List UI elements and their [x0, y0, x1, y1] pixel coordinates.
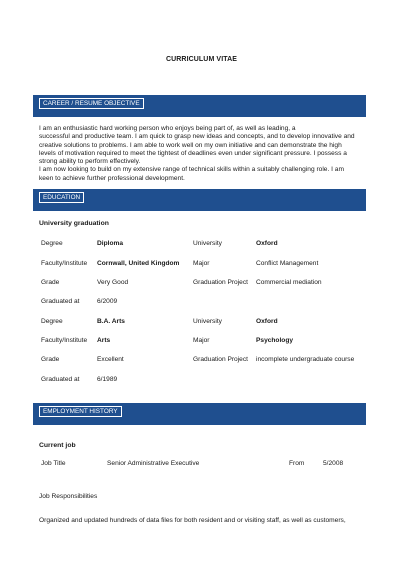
objective-section-bar — [33, 95, 366, 117]
objective-line: I am now looking to build on my extensive range of technical skills within a suitably challenging role. I am — [39, 166, 344, 174]
major-value: Conflict Management — [256, 260, 319, 267]
degree-value: Diploma — [97, 240, 124, 247]
faculty-value: Cornwall, United Kingdom — [97, 260, 180, 267]
project-label: Graduation Project — [193, 279, 248, 286]
document-title: CURRICULUM VITAE — [165, 56, 238, 63]
university-value: Oxford — [256, 318, 278, 325]
grade-label: Grade — [41, 356, 60, 363]
objective-line: successful and productive team. I am quick to grasp new ideas and concepts, and to develop innovative and — [39, 133, 355, 141]
employment-section-bar — [33, 403, 366, 425]
university-value: Oxford — [256, 240, 278, 247]
from-value: 5/2008 — [323, 460, 344, 467]
degree-label: Degree — [41, 318, 63, 325]
graduated-label: Graduated at — [41, 376, 80, 383]
grade-value: Very Good — [97, 279, 129, 286]
education-subhead: University graduation — [39, 220, 109, 227]
faculty-label: Faculty/Institute — [41, 337, 88, 344]
grade-label: Grade — [41, 279, 60, 286]
employment-subhead: Current job — [39, 442, 76, 449]
graduated-value: 6/1989 — [97, 376, 118, 383]
graduated-label: Graduated at — [41, 298, 80, 305]
employment-section-header: EMPLOYMENT HISTORY — [39, 406, 122, 417]
responsibilities-label: Job Responsibilities — [39, 493, 98, 500]
objective-line: creative solutions to problems. I am able to work well on my own initiative and can demonstrate the high — [39, 141, 342, 149]
objective-line: I am an enthusiastic hard working person who enjoys being part of, as well as leading, a — [39, 125, 296, 132]
project-value: Commercial mediation — [256, 279, 322, 286]
responsibilities-text: Organized and updated hundreds of data files for both resident and or visiting staff, as well as customers, — [39, 517, 346, 524]
university-label: University — [193, 240, 222, 247]
from-label: From — [289, 460, 305, 467]
university-label: University — [193, 318, 222, 325]
objective-section-header: CAREER / RESUME OBJECTIVE — [39, 98, 144, 109]
graduated-value: 6/2009 — [97, 298, 118, 305]
objective-line: levels of motivation required to meet the tightest of deadlines even under significant pressure. I possess a — [39, 149, 347, 157]
major-label: Major — [193, 260, 210, 267]
objective-line: strong ability to perform effectively. — [39, 158, 141, 166]
project-value: incomplete undergraduate course — [256, 356, 355, 363]
job-title-value: Senior Administrative Executive — [107, 460, 200, 467]
degree-value: B.A. Arts — [97, 318, 125, 325]
objective-line: keen to achieve further professional development. — [39, 174, 185, 182]
education-section-bar — [33, 189, 366, 211]
project-label: Graduation Project — [193, 356, 248, 363]
major-value: Psychology — [256, 337, 294, 344]
objective-text — [39, 125, 369, 183]
degree-label: Degree — [41, 240, 63, 247]
education-section-header: EDUCATION — [39, 192, 84, 203]
major-label: Major — [193, 337, 210, 344]
faculty-value: Arts — [97, 337, 111, 344]
grade-value: Excellent — [97, 356, 124, 363]
faculty-label: Faculty/Institute — [41, 260, 88, 267]
job-title-label: Job Title — [41, 460, 66, 467]
